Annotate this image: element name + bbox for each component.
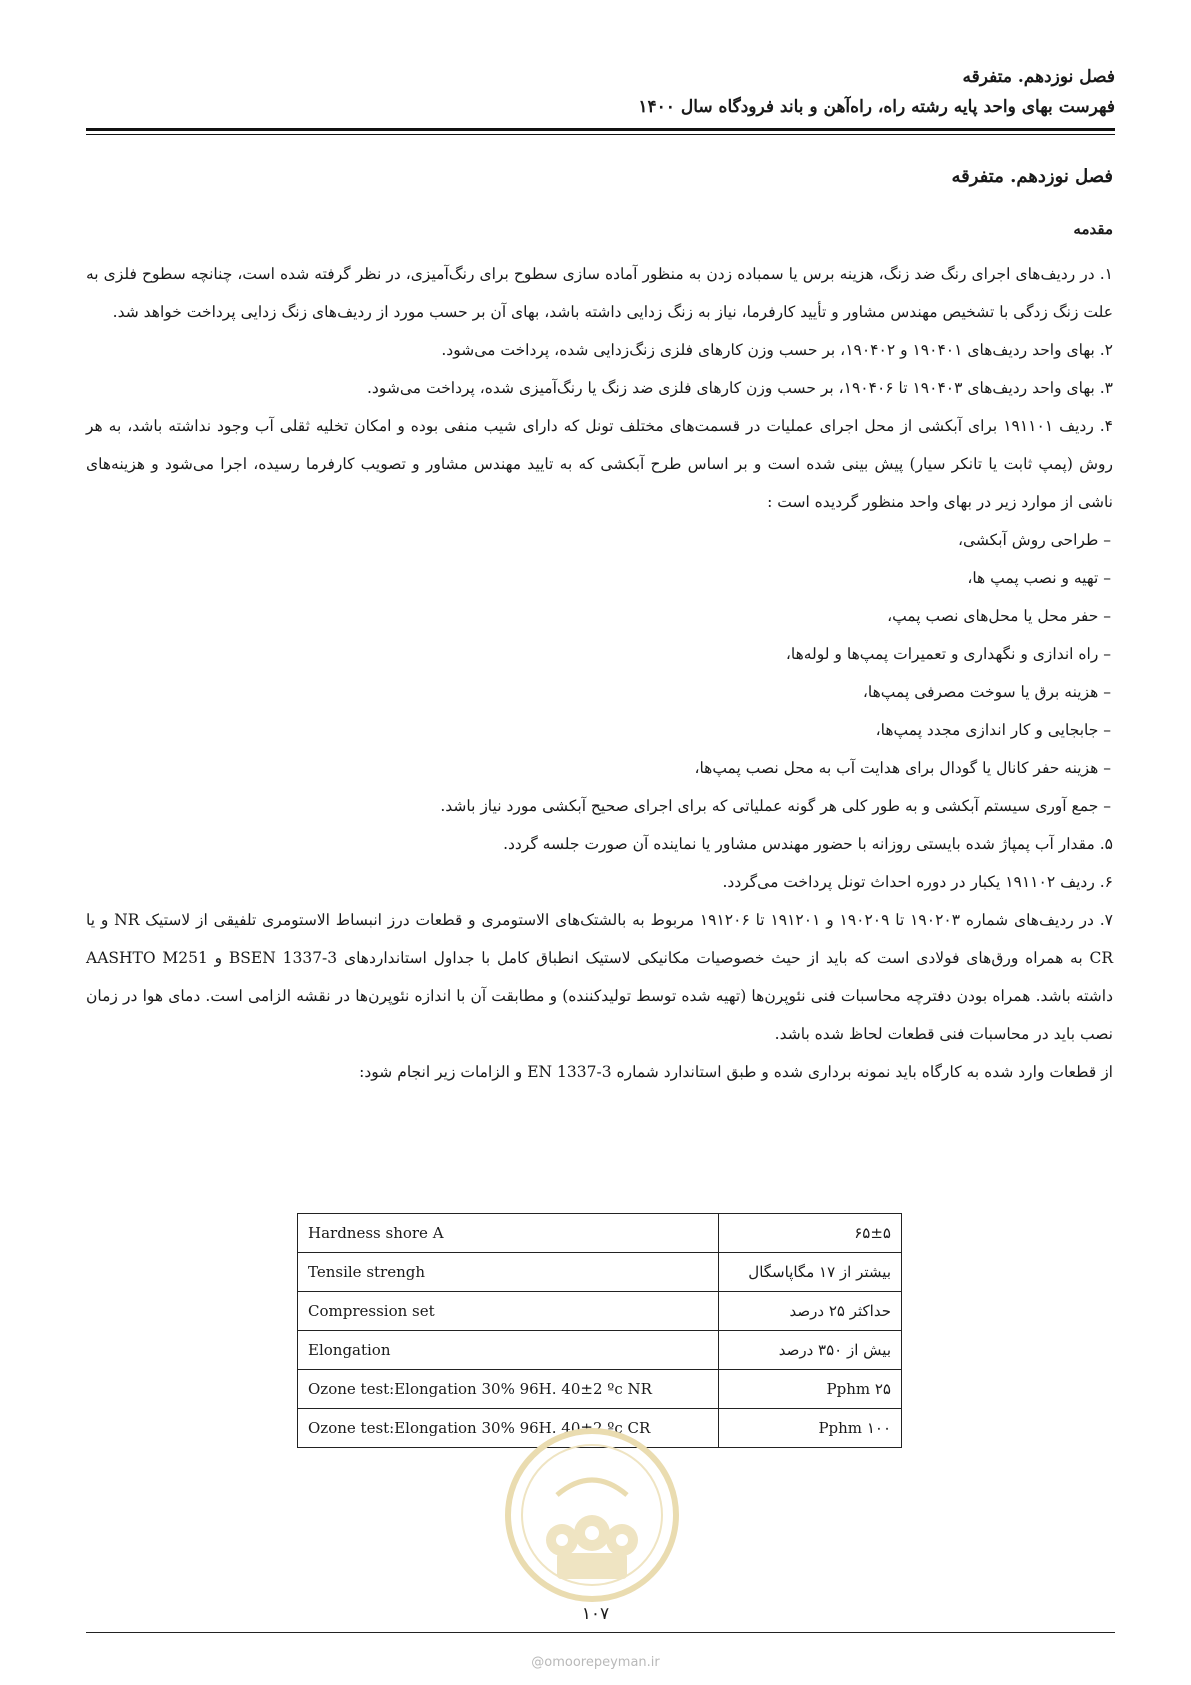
table-cell-property: Tensile strengh [298, 1253, 719, 1292]
header-title: فهرست بهای واحد پایه رشته راه، راه‌آهن و باند فرودگاه سال ۱۴۰۰ [638, 97, 1115, 117]
page-header [86, 62, 1115, 122]
table-cell-property: Hardness shore A [298, 1214, 719, 1253]
bullet-item: – طراحی روش آبکشی، [957, 531, 1111, 549]
bullet-item: – حفر محل یا محل‌های نصب پمپ، [887, 607, 1111, 625]
bullet-item: – جابجایی و کار اندازی مجدد پمپ‌ها، [875, 721, 1111, 739]
table-cell-property: Compression set [298, 1292, 719, 1331]
bullet-item: – جمع آوری سیستم آبکشی و به طور کلی هر گونه عملیاتی که برای اجرای صحیح آبکشی مورد نیاز باشد. [440, 797, 1111, 815]
bullet-item: – تهیه و نصب پمپ ها، [967, 569, 1111, 587]
table-row [298, 1370, 902, 1409]
paragraph-3: ۳. بهای واحد ردیف‌های ۱۹۰۴۰۳ تا ۱۹۰۴۰۶، بر حسب وزن کارهای فلزی ضد زنگ یا رنگ‌آمیزی شده، پرداخت می‌شود. [367, 379, 1113, 397]
header-rule-thick [86, 128, 1115, 131]
table-cell-value: حداکثر ۲۵ درصد [719, 1292, 902, 1331]
paragraph-1: ۱. در ردیف‌های اجرای رنگ ضد زنگ، هزینه برس یا سمباده زدن به منظور آماده سازی سطوح برای رنگ‌آمیزی، در نظر گرفته شده است، چنانچه سطوح فلزی به علت زنگ زدگی با تشخیص مهندس مشاور و تأیید کارفرما، نیاز به زنگ زدایی داشته باشد، بهای آن بر حسب مورد از ردیف‌های زنگ زدایی پرداخت خواهد شد. [86, 265, 1113, 321]
table-cell-property: Ozone test:Elongation 30% 96H. 40±2 ºc CR [298, 1409, 719, 1448]
table-row [298, 1331, 902, 1370]
table-cell-value: بیشتر از ۱۷ مگاپاسگال [719, 1253, 902, 1292]
chapter-title: فصل نوزدهم. متفرقه [951, 166, 1113, 187]
bullet-item: – راه اندازی و نگهداری و تعمیرات پمپ‌ها و لوله‌ها، [785, 645, 1111, 663]
seal-watermark-logo [502, 1425, 682, 1605]
table-row [298, 1214, 902, 1253]
table-row [298, 1292, 902, 1331]
paragraph-6: ۶. ردیف ۱۹۱۱۰۲ یکبار در دوره احداث تونل پرداخت می‌گردد. [722, 873, 1113, 891]
paragraph-7: ۷. در ردیف‌های شماره ۱۹۰۲۰۳ تا ۱۹۰۲۰۹ و ۱۹۱۲۰۱ تا ۱۹۱۲۰۶ مربوط به بالشتک‌های الاستومری و قطعات درز انبساط الاستومری تلفیقی از لاستیک NR و یا CR به همراه ورق‌های فولادی است که باید از حیث خصوصیات مکانیکی لاستیک انطباق کامل با جداول استانداردهای BSEN 1337-3 و AASHTO M251 داشته باشد. همراه بودن دفترچه محاسبات فنی نئوپرن‌ها (تهیه شده توسط تولیدکننده) و مطابقت آن با اندازه نئوپرن‌ها در نقشه الزامی است. دمای هوا در زمان نصب باید در محاسبات فنی قطعات لحاظ شده باشد. [86, 911, 1113, 1043]
paragraph-5: ۵. مقدار آب پمپاژ شده بایستی روزانه با حضور مهندس مشاور یا نماینده آن صورت جلسه گردد. [503, 835, 1113, 853]
page-number: ۱۰۷ [581, 1604, 610, 1624]
table-row [298, 1253, 902, 1292]
watermark-url: @omoorepeyman.ir [531, 1655, 660, 1670]
table-cell-property: Elongation [298, 1331, 719, 1370]
requirements-table [297, 1213, 902, 1448]
intro-heading: مقدمه [1073, 220, 1113, 238]
document-body [86, 255, 1113, 1091]
header-chapter: فصل نوزدهم. متفرقه [962, 67, 1115, 87]
paragraph-4: ۴. ردیف ۱۹۱۱۰۱ برای آبکشی از محل اجرای عملیات در قسمت‌های مختلف تونل که دارای شیب منفی بوده و امکان تخلیه ثقلی آب وجود نداشته باشد، به هر روش (پمپ ثابت یا تانکر سیار) پیش بینی شده است و بر اساس طرح آبکشی که به تایید مهندس مشاور و تصویب کارفرما رسیده، اجرا می‌شود و هزینه‌های ناشی از موارد زیر در بهای واحد منظور گردیده است : [86, 417, 1113, 511]
paragraph-8: از قطعات وارد شده به کارگاه باید نمونه برداری شده و طبق استاندارد شماره EN 1337-3 و الزامات زیر انجام شود: [359, 1063, 1113, 1081]
paragraph-2: ۲. بهای واحد ردیف‌های ۱۹۰۴۰۱ و ۱۹۰۴۰۲، بر حسب وزن کارهای فلزی زنگ‌زدایی شده، پرداخت می‌شود. [441, 341, 1113, 359]
footer-rule [86, 1632, 1115, 1633]
table-cell-property: Ozone test:Elongation 30% 96H. 40±2 ºc NR [298, 1370, 719, 1409]
table-cell-value: ۲۵ Pphm [719, 1370, 902, 1409]
header-rule-thin [86, 134, 1115, 135]
table-cell-value: ۱۰۰ Pphm [719, 1409, 902, 1448]
table-cell-value: بیش از ۳۵۰ درصد [719, 1331, 902, 1370]
table-cell-value: ۶۵±۵ [719, 1214, 902, 1253]
bullet-item: – هزینه برق یا سوخت مصرفی پمپ‌ها، [862, 683, 1111, 701]
bullet-item: – هزینه حفر کانال یا گودال برای هدایت آب به محل نصب پمپ‌ها، [694, 759, 1111, 777]
